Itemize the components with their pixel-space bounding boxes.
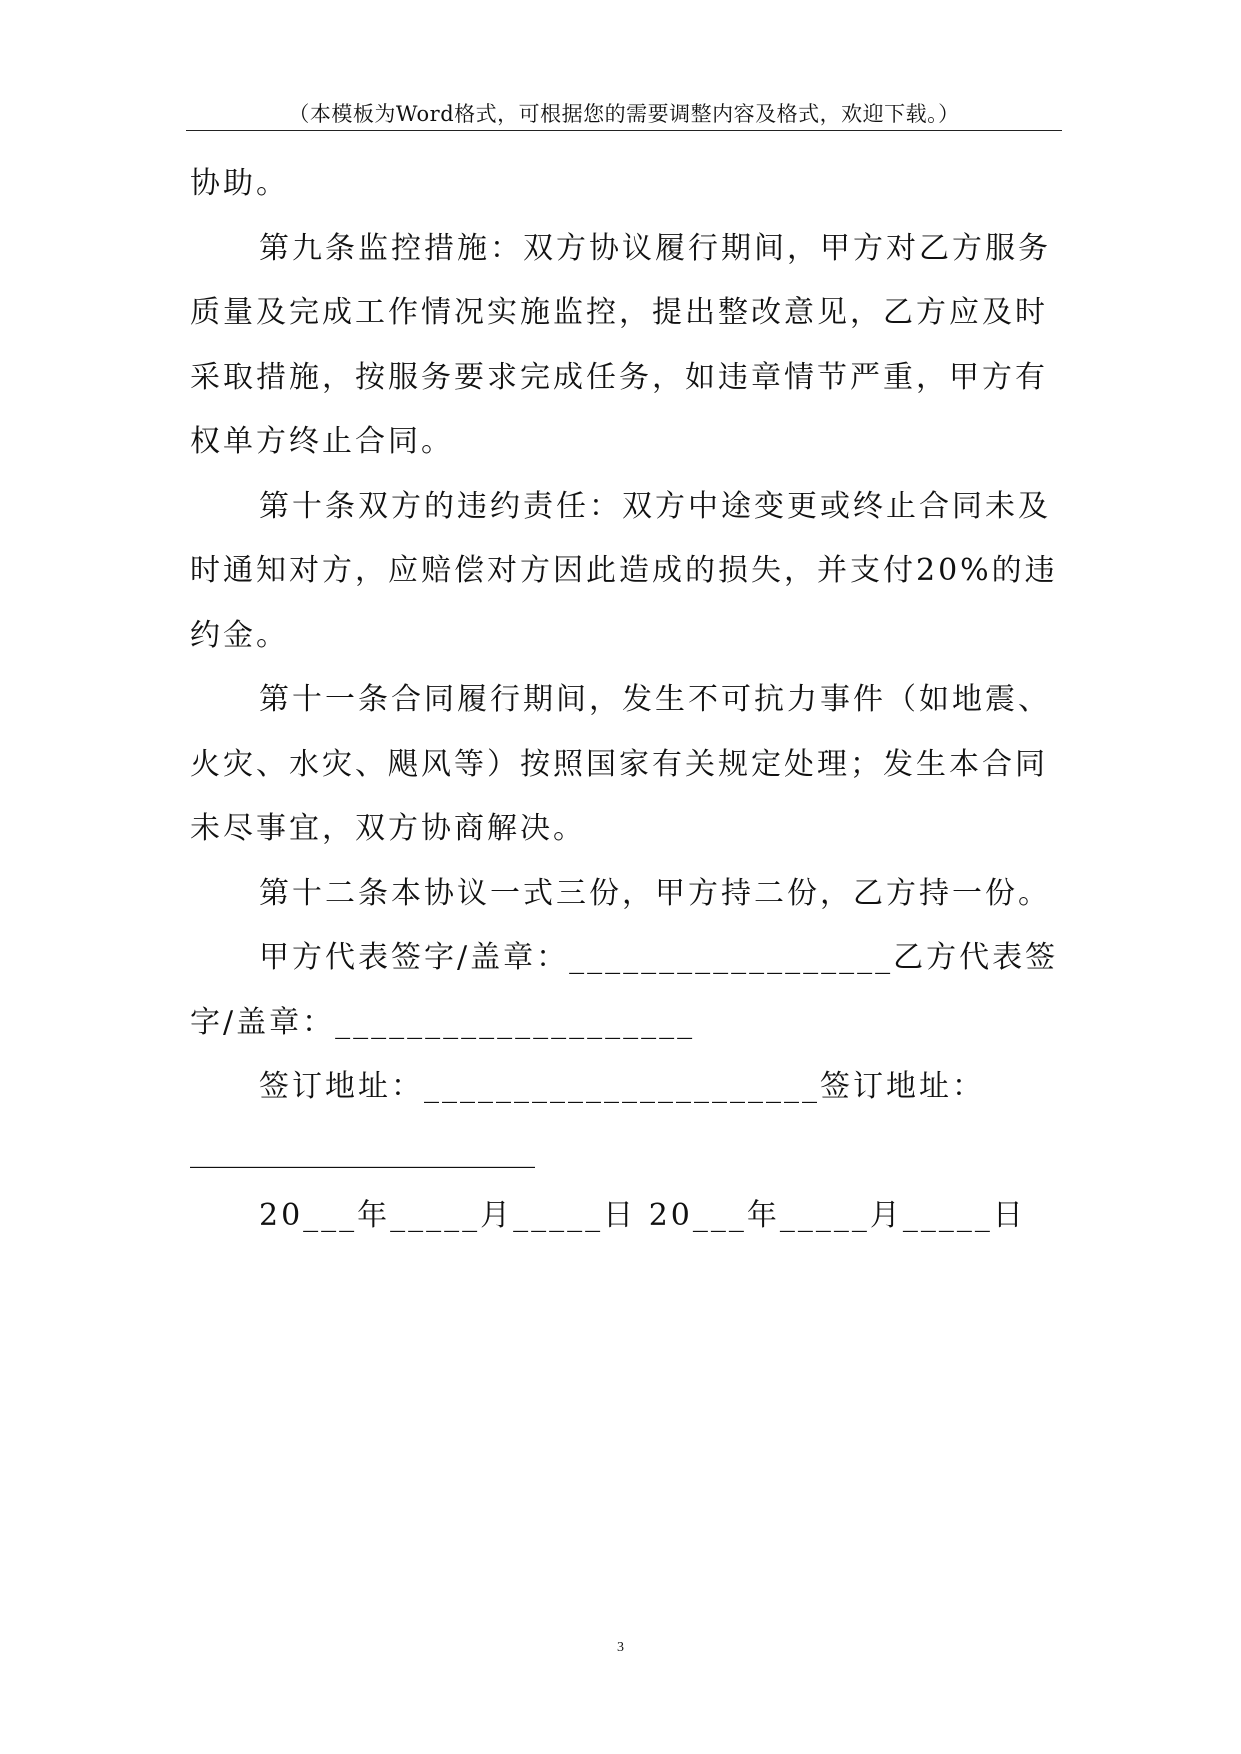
paragraph-line: 约金。: [190, 617, 289, 653]
article-11-line: 第十一条合同履行期间，发生不可抗力事件（如地震、: [259, 682, 1051, 717]
signature-line-party-b: 字/盖章：____________________: [190, 1004, 696, 1040]
paragraph-line: 未尽事宜，双方协商解决。: [190, 811, 586, 846]
article-10-line: 第十条双方的违约责任：双方中途变更或终止合同未及: [259, 488, 1051, 524]
page-number: 3: [617, 1640, 624, 1655]
paragraph-line: 采取措施，按服务要求完成任务，如违章情节严重，甲方有: [190, 359, 1048, 395]
paragraph-line: 火灾、水灾、飓风等）按照国家有关规定处理；发生本合同: [190, 746, 1048, 782]
paragraph-line: 时通知对方，应赔偿对方因此造成的损失，并支付20%的违: [190, 553, 1058, 588]
signature-line-party-a: 甲方代表签字/盖章：__________________乙方代表签: [259, 940, 1059, 975]
paragraph-line: 权单方终止合同。: [190, 424, 454, 459]
signing-address-blank: _______________________: [190, 1133, 535, 1169]
signing-address-line: 签订地址：______________________签订地址：: [259, 1069, 985, 1104]
article-12-line: 第十二条本协议一式三份，甲方持二份，乙方持一份。: [259, 875, 1051, 911]
template-note: （本模板为Word格式，可根据您的需要调整内容及格式，欢迎下载。）: [288, 102, 960, 126]
article-9-line: 第九条监控措施：双方协议履行期间，甲方对乙方服务: [259, 230, 1051, 266]
paragraph-line: 协助。: [190, 166, 289, 201]
paragraph-line: 质量及完成工作情况实施监控，提出整改意见，乙方应及时: [190, 295, 1048, 330]
page-header: [186, 96, 1062, 131]
date-line: 20___年_____月_____日 20___年_____月_____日: [259, 1198, 1026, 1233]
contract-body: [190, 152, 1065, 1249]
